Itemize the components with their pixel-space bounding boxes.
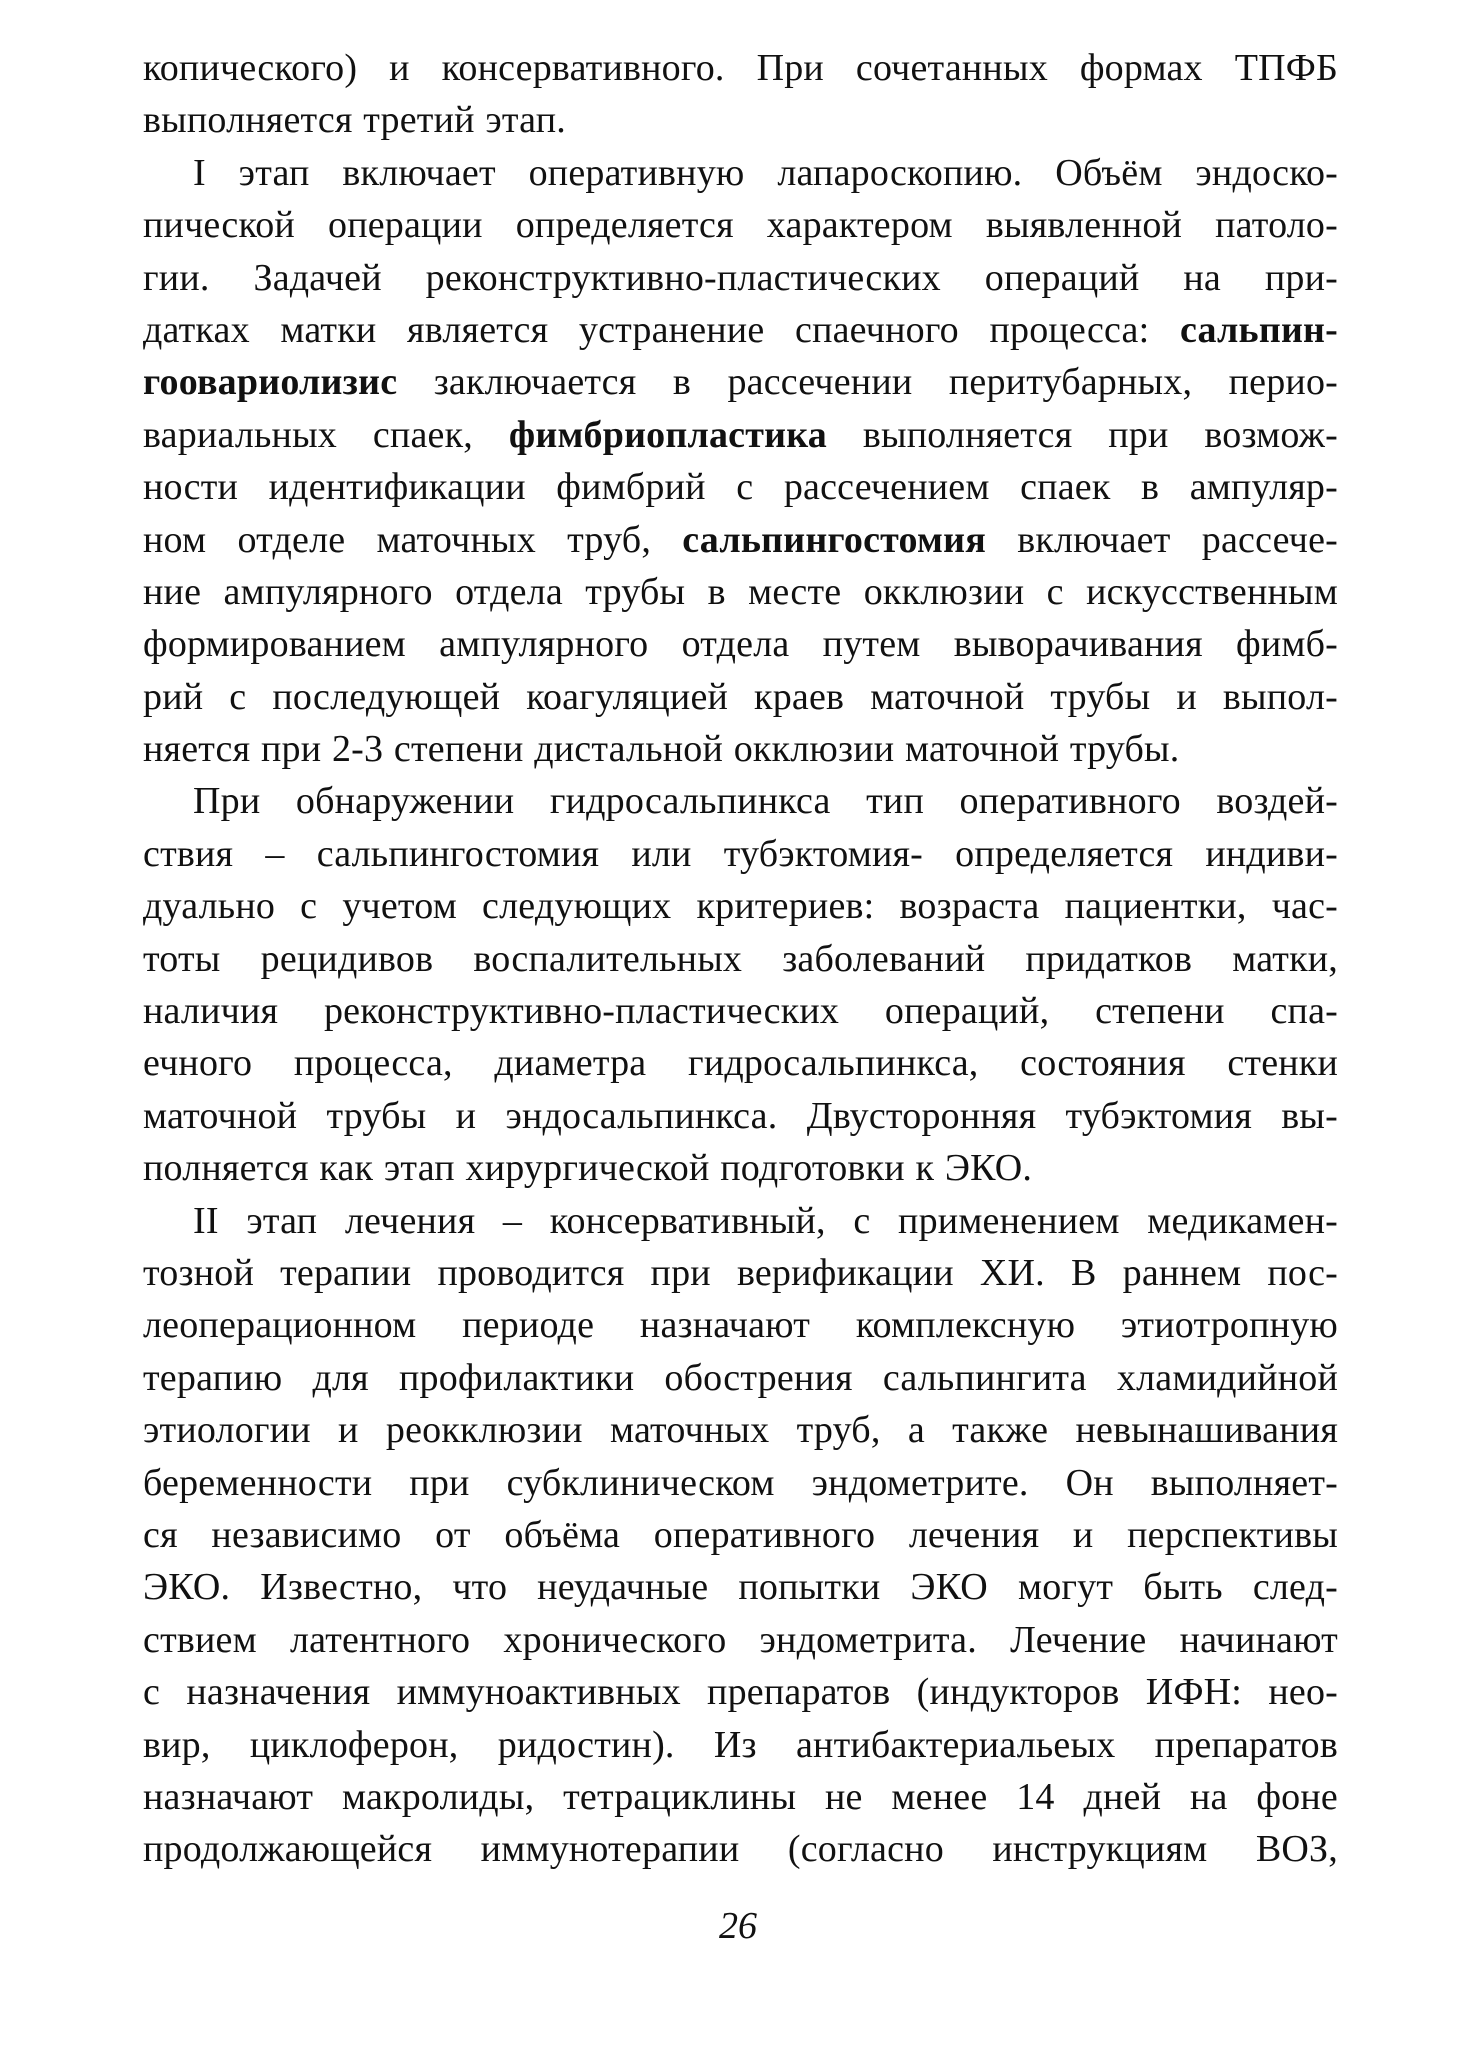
text-segment: с назначения иммуноактивных препаратов (индукторов ИФН: нео-	[143, 1671, 1338, 1714]
body-text	[143, 42, 1338, 1876]
bold-term: сальпингостомия	[682, 518, 986, 561]
bold-term: гоовариолизис	[143, 361, 398, 404]
text-segment: ние ампулярного отдела трубы в месте окклюзии с искусственным	[143, 570, 1338, 613]
text-line	[143, 1457, 1338, 1509]
text-segment: дуально с учетом следующих критериев: возраста пациентки, час-	[143, 885, 1338, 928]
text-line	[143, 1195, 1338, 1247]
text-segment: няется при 2-3 степени дистальной окклюзии маточной трубы.	[143, 728, 1180, 771]
text-line	[143, 356, 1338, 408]
text-segment: ствием латентного хронического эндометрита. Лечение начинают	[143, 1618, 1338, 1661]
text-segment: вариальных спаек,	[143, 413, 509, 456]
text-line	[143, 514, 1338, 566]
text-segment: маточной трубы и эндосальпинкса. Двусторонняя тубэктомия вы-	[143, 1094, 1338, 1137]
text-line	[143, 985, 1338, 1037]
text-segment: пической операции определяется характером выявленной патоло-	[143, 204, 1338, 247]
text-line	[143, 566, 1338, 618]
paragraph	[143, 775, 1338, 1194]
text-line	[143, 1614, 1338, 1666]
text-segment: беременности при субклиническом эндометрите. Он выполняет-	[143, 1461, 1338, 1504]
text-segment: датках матки является устранение спаечного процесса:	[143, 308, 1180, 351]
text-line	[143, 933, 1338, 985]
bold-term: фимбриопластика	[508, 413, 827, 456]
text-line	[143, 880, 1338, 932]
text-line	[143, 1247, 1338, 1299]
text-line	[143, 1509, 1338, 1561]
text-segment: леоперационном периоде назначают комплексную этиотропную	[143, 1304, 1338, 1347]
text-line	[143, 1719, 1338, 1771]
text-line	[143, 42, 1338, 94]
text-line	[143, 1352, 1338, 1404]
text-segment: I этап включает оперативную лапароскопию. Объём эндоско-	[193, 151, 1338, 194]
paragraph	[143, 42, 1338, 147]
text-line	[143, 304, 1338, 356]
text-segment: II этап лечения – консервативный, с применением медикамен-	[193, 1199, 1338, 1242]
text-line	[143, 1299, 1338, 1351]
text-segment: ся независимо от объёма оперативного лечения и перспективы	[143, 1513, 1338, 1556]
text-segment: тозной терапии проводится при верификации ХИ. В раннем пос-	[143, 1251, 1338, 1294]
text-line	[143, 94, 1338, 146]
text-segment: вир, циклоферон, ридостин). Из антибактериальеых препаратов	[143, 1723, 1338, 1766]
text-segment: ечного процесса, диаметра гидросальпинкса, состояния стенки	[143, 1042, 1338, 1085]
text-line	[143, 199, 1338, 251]
text-segment: рий с последующей коагуляцией краев маточной трубы и выпол-	[143, 675, 1338, 718]
page-number: 26	[719, 1905, 757, 1947]
text-line	[143, 1037, 1338, 1089]
text-line	[143, 671, 1338, 723]
text-line	[143, 1666, 1338, 1718]
text-segment: формированием ампулярного отдела путем выворачивания фимб-	[143, 623, 1338, 666]
text-segment: продолжающейся иммунотерапии (согласно инструкциям ВОЗ,	[143, 1828, 1338, 1871]
text-line	[143, 775, 1338, 827]
text-segment: этиологии и реокклюзии маточных труб, а также невынашивания	[143, 1409, 1338, 1452]
text-line	[143, 409, 1338, 461]
text-segment: ствия – сальпингостомия или тубэктомия- определяется индиви-	[143, 832, 1338, 875]
text-segment: выполняется третий этап.	[143, 99, 566, 142]
text-line	[143, 1404, 1338, 1456]
text-segment: назначают макролиды, тетрациклины не менее 14 дней на фоне	[143, 1775, 1338, 1818]
text-segment: выполняется при возмож-	[826, 413, 1338, 456]
paragraph	[143, 1195, 1338, 1876]
text-line	[143, 1090, 1338, 1142]
text-segment: наличия реконструктивно-пластических операций, степени спа-	[143, 990, 1338, 1033]
text-line	[143, 461, 1338, 513]
text-segment: ности идентификации фимбрий с рассечением спаек в ампуляр-	[143, 466, 1338, 509]
text-line	[143, 147, 1338, 199]
text-line	[143, 1823, 1338, 1875]
text-segment: гии. Задачей реконструктивно-пластических операций на при-	[143, 256, 1338, 299]
text-line	[143, 828, 1338, 880]
bold-term: сальпин-	[1179, 308, 1338, 351]
text-segment: копического) и консервативного. При сочетанных формах ТПФБ	[143, 47, 1338, 89]
text-segment: терапию для профилактики обострения сальпингита хламидийной	[143, 1356, 1338, 1399]
text-line	[143, 618, 1338, 670]
text-line	[143, 1142, 1338, 1194]
text-segment: тоты рецидивов воспалительных заболеваний придатков матки,	[143, 937, 1338, 980]
text-segment: полняется как этап хирургической подготовки к ЭКО.	[143, 1147, 1033, 1190]
text-segment: заключается в рассечении перитубарных, перио-	[397, 361, 1338, 404]
text-segment: включает рассече-	[985, 518, 1338, 561]
text-segment: ЭКО. Известно, что неудачные попытки ЭКО могут быть след-	[143, 1566, 1338, 1609]
text-line	[143, 723, 1338, 775]
paragraph	[143, 147, 1338, 776]
text-line	[143, 1771, 1338, 1823]
text-segment: ном отделе маточных труб,	[143, 518, 683, 561]
text-line	[143, 1561, 1338, 1613]
text-segment: При обнаружении гидросальпинкса тип оперативного воздей-	[193, 780, 1338, 823]
text-line	[143, 252, 1338, 304]
